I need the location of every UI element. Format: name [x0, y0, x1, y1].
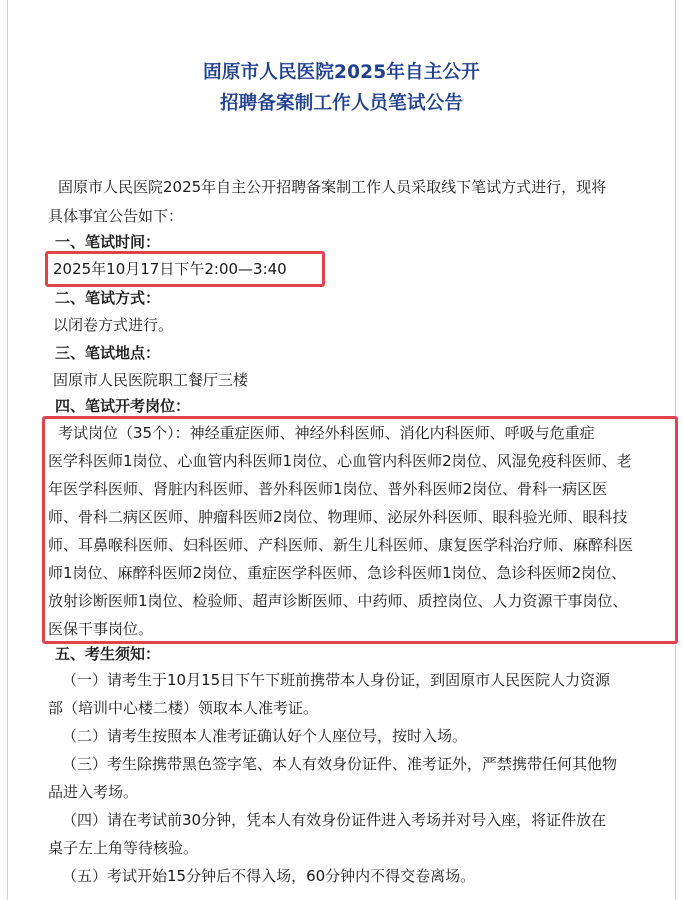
document-page: [7, 0, 676, 900]
section-method-heading: 二、笔试方式：: [55, 289, 161, 307]
title-line-2: 招聘备案制工作人员笔试公告: [219, 93, 464, 114]
positions-line: 放射诊断医师1岗位、检验师、超声诊断医师、中药师、质控岗位、人力资源干事岗位、: [48, 592, 628, 610]
positions-line: 年医学科医师、肾脏内科医师、普外科医师1岗位、普外科医师2岗位、骨科一病区医: [48, 480, 608, 498]
exam-method-value: 以闭卷方式进行。: [53, 316, 174, 334]
positions-line: 医学科医师1岗位、心血管内科医师1岗位、心血管内科医师2岗位、风湿免疫科医师、老: [48, 452, 632, 470]
positions-paragraph: [48, 419, 668, 643]
notice-line: （二）请考生按照本人准考证确认好个人座位号，按时入场。: [62, 727, 468, 745]
intro-line-2: 具体事宜公告如下：: [48, 207, 184, 225]
positions-line: 考试岗位（35个）：神经重症医师、神经外科医师、消化内科医师、呼吸与危重症: [58, 424, 595, 442]
title-line-1: 固原市人民医院2025年自主公开: [203, 62, 480, 83]
exam-place-value: 固原市人民医院职工餐厅三楼: [53, 371, 249, 389]
notice-line: 品进入考场。: [48, 783, 139, 801]
intro-line-1: 固原市人民医院2025年自主公开招聘备案制工作人员采取线下笔试方式进行，现将: [58, 178, 607, 196]
section-place-heading: 三、笔试地点：: [55, 344, 161, 362]
notice-line: （四）请在考试前30分钟，凭本人有效身份证件进入考场并对号入座，将证件放在: [62, 811, 607, 829]
positions-line: 师1岗位、麻醉科医师2岗位、重症医学科医师、急诊科医师1岗位、急诊科医师2岗位、: [48, 564, 627, 582]
section-positions-heading: 四、笔试开考岗位：: [55, 397, 191, 415]
section-notice-heading: 五、考生须知：: [55, 645, 161, 663]
notice-line: 桌子左上角等待核验。: [48, 839, 199, 857]
notice-line: （三）考生除携带黑色签字笔、本人有效身份证件、准考证外，严禁携带任何其他物: [62, 755, 618, 773]
positions-line: 师、耳鼻喉科医师、妇科医师、产科医师、新生儿科医师、康复医学科治疗师、麻醉科医: [48, 536, 634, 554]
notice-paragraph: [48, 666, 668, 890]
exam-time-value: 2025年10月17日下午2:00—3:40: [53, 260, 287, 278]
section-time-heading: 一、笔试时间：: [55, 233, 161, 251]
notice-line: （五）考试开始15分钟后不得入场，60分钟内不得交卷离场。: [62, 867, 476, 885]
positions-line: 师、骨科二病区医师、肿瘤科医师2岗位、物理师、泌尿外科医师、眼科验光师、眼科技: [48, 508, 628, 526]
notice-line: 部（培训中心楼二楼）领取本人准考证。: [48, 699, 319, 717]
notice-line: （一）请考生于10月15日下午下班前携带本人身份证，到固原市人民医院人力资源: [62, 671, 611, 689]
positions-line: 医保干事岗位。: [48, 620, 154, 638]
